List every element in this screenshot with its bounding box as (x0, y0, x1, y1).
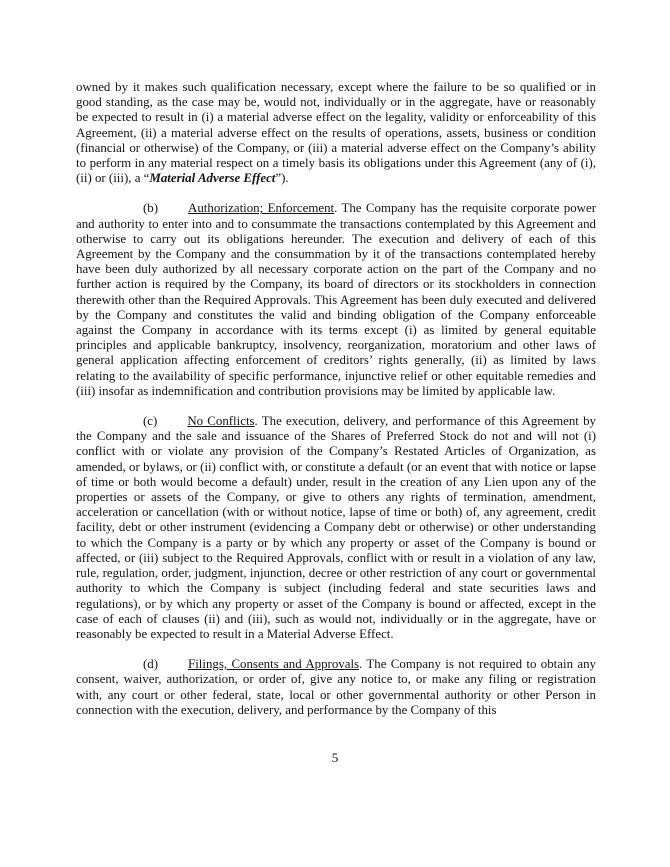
page-number: 5 (331, 750, 339, 765)
section-paragraph-d (76, 657, 596, 718)
paragraph-text: ”). (275, 171, 289, 186)
section-paragraph-c (76, 414, 596, 642)
paragraph-continuation (76, 80, 596, 186)
document-body (76, 80, 596, 718)
section-body: . The execution, delivery, and performance of this Agreement by the Company and the sale and issuance of the Shares of Preferred Stock do not and will not (i) conflict with or violate any provision of the Company’s Restated Articles of Organization, as amended, or bylaws, or (ii) conflict with, or constitute a default (or an event that with notice or lapse of time or both would become a default) under, result in the creation of any Lien upon any of the properties or assets of the Company, or give to others any rights of termination, amendment, acceleration or cancellation (with or without notice, lapse of time or both) of, any agreement, credit facility, debt or other instrument (evidencing a Company debt or otherwise) or other understanding to which the Company is a party or by which any property or asset of the Company is bound or affected, or (iii) subject to the Required Approvals, conflict with or result in a violation of any law, rule, regulation, order, judgment, injunction, decree or other restriction of any court or governmental authority to which the Company is subject (including federal and state securities laws and regulations), or by which any property or asset of the Company is bound or affected, except in the case of each of clauses (ii) and (iii), such as would not, individually or in the aggregate, have or reasonably be expected to result in a Material Adverse Effect. (76, 414, 596, 641)
section-heading-authorization-enforcement: Authorization; Enforcement (188, 201, 335, 216)
section-body: . The Company is not required to obtain any consent, waiver, authorization, or order of, give any notice to, or make any filing or registration with, any court or other federal, state, local or other governmental authority or other Person in connection with the execution, delivery, and performance by the Company of this (76, 657, 596, 717)
section-letter: (b) (143, 201, 159, 216)
section-paragraph-b (76, 201, 596, 399)
section-letter: (d) (143, 657, 159, 672)
section-body: . The Company has the requisite corporate power and authority to enter into and to consummate the transactions contemplated by this Agreement and otherwise to carry out its obligations hereunder. The execution and delivery of each of this Agreement by the Company and the consummation by it of the transactions contemplated hereby have been duly authorized by all necessary corporate action on the part of the Company and no further action is required by the Company, its board of directors or its stockholders in connection therewith other than the Required Approvals. This Agreement has been duly executed and delivered by the Company and constitutes the valid and binding obligation of the Company enforceable against the Company in accordance with its terms except (i) as limited by general equitable principles and applicable bankruptcy, insolvency, reorganization, moratorium and other laws of general application affecting enforcement of creditors’ rights generally, (ii) as limited by laws relating to the availability of specific performance, injunctive relief or other equitable remedies and (iii) insofar as indemnification and contribution provisions may be limited by applicable law. (76, 201, 596, 398)
paragraph-text: owned by it makes such qualification necessary, except where the failure to be so qualified or in good standing, as the case may be, would not, individually or in the aggregate, have or reasonably be expected to result in (i) a material adverse effect on the legality, validity or enforceability of this Agreement, (ii) a material adverse effect on the results of operations, assets, business or condition (financial or otherwise) of the Company, or (iii) a material adverse effect on the Company’s ability to perform in any material respect on a timely basis its obligations under this Agreement (any of (i), (ii) or (iii), a “ (76, 80, 596, 186)
section-heading-no-conflicts: No Conflicts (187, 414, 255, 429)
section-heading-filings-consents-approvals: Filings, Consents and Approvals (188, 657, 360, 672)
section-letter: (c) (143, 414, 158, 429)
defined-term-material-adverse-effect: Material Adverse Effect (149, 171, 276, 186)
